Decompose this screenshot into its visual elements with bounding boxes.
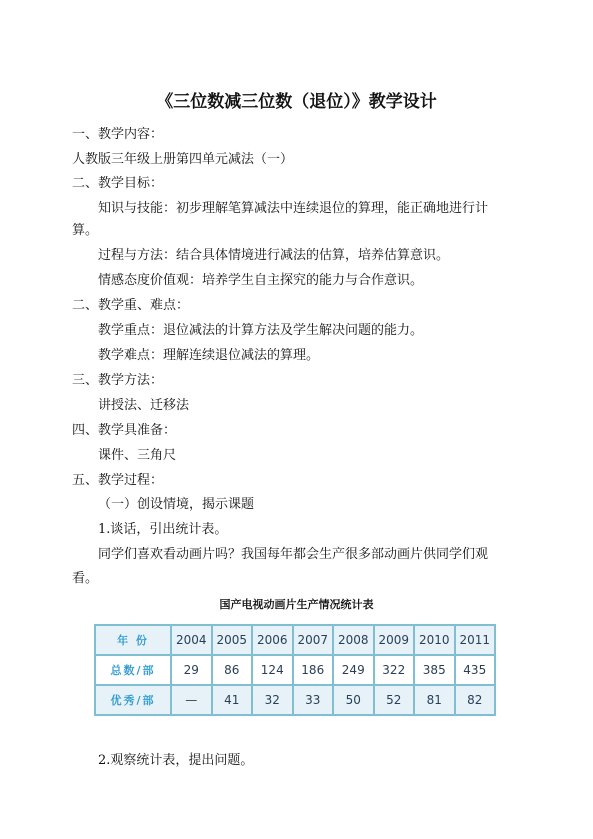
difficult-point: 教学难点：理解连续退位减法的算理。 [98, 348, 320, 363]
table-cell: 29 [171, 655, 212, 685]
objective-knowledge-cont: 算。 [72, 223, 99, 238]
section-heading-methods: 三、教学方法： [72, 373, 164, 388]
objective-attitude: 情感态度价值观：培养学生自主探究的能力与合作意识。 [98, 273, 424, 288]
table-row-year [95, 625, 495, 655]
table-cell: 2005 [212, 625, 253, 655]
table-cell: 322 [374, 655, 415, 685]
process-dialogue-cont: 看。 [72, 571, 99, 586]
objective-knowledge: 知识与技能：初步理解笔算减法中连续退位的算理，能正确地进行计 [98, 201, 489, 216]
table-cell: 81 [414, 685, 455, 715]
table-cell: 2010 [414, 625, 455, 655]
animation-stats-table [94, 624, 496, 716]
section-heading-keypoints: 二、教学重、难点： [72, 298, 190, 313]
section-heading-content: 一、教学内容： [72, 127, 164, 142]
table-cell: 41 [212, 685, 253, 715]
table-cell: 2004 [171, 625, 212, 655]
row-header-year: 年 份 [95, 625, 171, 655]
table-cell: 52 [374, 685, 415, 715]
table-cell: 86 [212, 655, 253, 685]
section-heading-process: 五、教学过程： [72, 473, 164, 488]
row-header-excellent: 优秀/部 [95, 685, 171, 715]
table-cell: 82 [455, 685, 496, 715]
table-cell: 32 [252, 685, 293, 715]
methods-text: 讲授法、迁移法 [98, 398, 190, 413]
section-heading-objectives: 二、教学目标： [72, 176, 164, 191]
document-title: 《三位数减三位数（退位）》教学设计 [156, 92, 437, 112]
table-row-excellent [95, 685, 495, 715]
process-step-heading: （一）创设情境，揭示课题 [98, 497, 255, 512]
table-row-total [95, 655, 495, 685]
table-cell: 2006 [252, 625, 293, 655]
table-cell: 33 [293, 685, 334, 715]
table-cell: 385 [414, 655, 455, 685]
table-cell: 124 [252, 655, 293, 685]
table-cell: 50 [333, 685, 374, 715]
row-header-total: 总数/部 [95, 655, 171, 685]
process-step-2: 2.观察统计表，提出问题。 [98, 753, 254, 768]
table-cell: 2008 [333, 625, 374, 655]
table-cell: — [171, 685, 212, 715]
table-cell: 2011 [455, 625, 496, 655]
table-cell: 2009 [374, 625, 415, 655]
table-cell: 249 [333, 655, 374, 685]
process-dialogue: 同学们喜欢看动画片吗？我国每年都会生产很多部动画片供同学们观 [98, 547, 489, 562]
materials-text: 课件、三角尺 [98, 448, 177, 463]
key-point: 教学重点：退位减法的计算方法及学生解决问题的能力。 [98, 323, 424, 338]
objective-process: 过程与方法：结合具体情境进行减法的估算，培养估算意识。 [98, 248, 450, 263]
table-cell: 2007 [293, 625, 334, 655]
table-cell: 435 [455, 655, 496, 685]
process-step-1: 1.谈话，引出统计表。 [98, 522, 228, 537]
table-cell: 186 [293, 655, 334, 685]
section-heading-materials: 四、教学具准备： [72, 423, 177, 438]
table-caption: 国产电视动画片生产情况统计表 [219, 598, 374, 611]
content-text: 人教版三年级上册第四单元减法（一） [72, 152, 294, 167]
